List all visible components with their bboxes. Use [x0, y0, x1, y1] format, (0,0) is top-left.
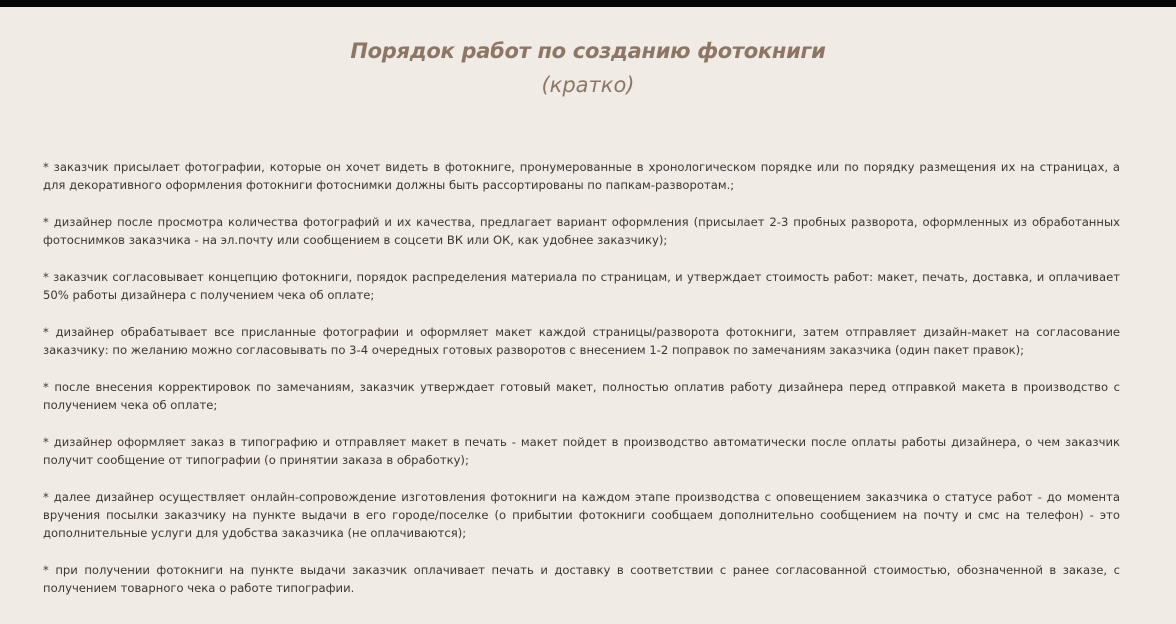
step-8-paragraph: * при получении фотокниги на пункте выдачи заказчик оплачивает печать и доставку в соответствии с ранее согласованной стоимостью, обозначенной в заказе, с получением товарного чека о работе типографии. [43, 563, 1120, 595]
step-7-paragraph: * далее дизайнер осуществляет онлайн-сопровождение изготовления фотокниги на каждом этапе производства с оповещением заказчика о статусе работ - до момента вручения посылки заказчику на пункте выдачи в его городе/поселке (о прибытии фотокниги сообщаем дополнительно сообщением на почту и смс на телефон) - это дополнительные услуги для удобства заказчика (не оплачиваются); [43, 490, 1120, 540]
page-title: Порядок работ по созданию фотокниги [350, 39, 826, 63]
step-3-paragraph: * заказчик согласовывает концепцию фотокниги, порядок распределения материала по страницам, и утверждает стоимость работ: макет, печать, доставка, и оплачивает 50% работы дизайнера с получением чека об оплате; [43, 270, 1120, 302]
page-subtitle: (кратко) [541, 73, 635, 97]
step-5-paragraph: * после внесения корректировок по замечаниям, заказчик утверждает готовый макет, полностью оплатив работу дизайнера перед отправкой макета в производство с получением чека об оплате; [43, 380, 1120, 412]
process-steps [43, 158, 1120, 597]
step-1-paragraph: * заказчик присылает фотографии, которые он хочет видеть в фотокниге, пронумерованные в хронологическом порядке или по порядку размещения их на страницах, а для декоративного оформления фотокниги фотоснимки должны быть рассортированы по папкам-разворотам.; [43, 160, 1120, 192]
step-4-paragraph: * дизайнер обрабатывает все присланные фотографии и оформляет макет каждой страницы/разворота фотокниги, затем отправляет дизайн-макет на согласование заказчику: по желанию можно согласовывать по 3-4 очередных готовых разворотов с внесением 1-2 поправок по замечаниям заказчика (один пакет правок); [43, 325, 1120, 357]
step-2-paragraph: * дизайнер после просмотра количества фотографий и их качества, предлагает вариант оформления (присылает 2-3 пробных разворота, оформленных из обработанных фотоснимков заказчика - на эл.почту или сообщением в соцсети ВК или ОК, как удобнее заказчику); [43, 215, 1120, 247]
top-bar [0, 0, 1176, 7]
step-6-paragraph: * дизайнер оформляет заказ в типографию и отправляет макет в печать - макет пойдет в производство автоматически после оплаты работы дизайнера, о чем заказчик получит сообщение от типографии (о принятии заказа в обработку); [43, 435, 1120, 467]
page-header [0, 36, 1176, 100]
